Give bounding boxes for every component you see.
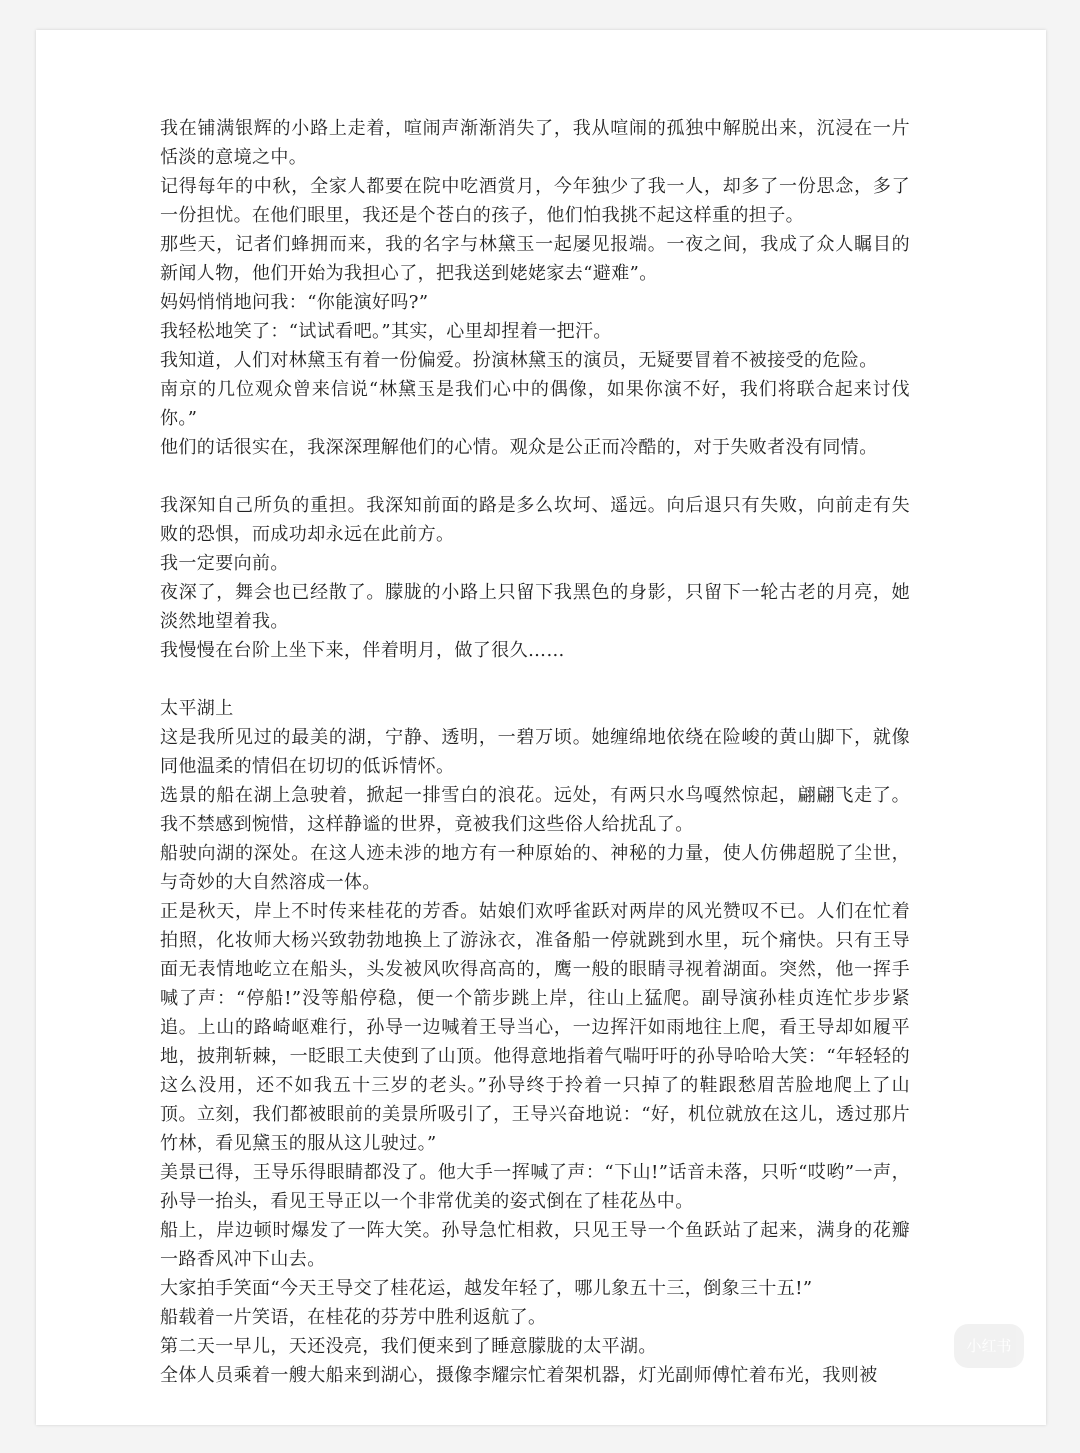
paragraph-gap [160,462,910,491]
paragraph: 我在铺满银辉的小路上走着，喧闹声渐渐消失了，我从喧闹的孤独中解脱出来，沉浸在一片恬淡的意境之中。 [160,118,910,168]
paragraph: 这是我所见过的最美的湖，宁静、透明，一碧万顷。她缠绵地依绕在险峻的黄山脚下，就像同他温柔的情侣在切切的低诉情怀。 [160,727,910,777]
paragraph: 我深知自己所负的重担。我深知前面的路是多么坎坷、遥远。向后退只有失败，向前走有失败的恐惧，而成功却永远在此前方。 [160,495,910,545]
paragraph: 那些天，记者们蜂拥而来，我的名字与林黛玉一起屡见报端。一夜之间，我成了众人瞩目的新闻人物，他们开始为我担心了，把我送到姥姥家去“避难”。 [160,234,910,284]
paragraph: 他们的话很实在，我深深理解他们的心情。观众是公正而冷酷的，对于失败者没有同情。 [160,437,878,458]
paragraph: 我慢慢在台阶上坐下来，伴着明月，做了很久…… [160,640,565,661]
paragraph: 我一定要向前。 [160,553,289,574]
paragraph: 船载着一片笑语，在桂花的芬芳中胜利返航了。 [160,1307,547,1328]
paragraph: 我知道，人们对林黛玉有着一份偏爱。扮演林黛玉的演员，无疑要冒着不被接受的危险。 [160,350,878,371]
paragraph: 正是秋天，岸上不时传来桂花的芳香。姑娘们欢呼雀跃对两岸的风光赞叹不已。人们在忙着拍照，化妆师大杨兴致勃勃地换上了游泳衣，准备船一停就跳到水里，玩个痛快。只有王导面无表情地屹立在船头，头发被风吹得高高的，鹰一般的眼睛寻视着湖面。突然，他一挥手喊了声：“停船!”没等船停稳，便一个箭步跳上岸，往山上猛爬。副导演孙桂贞连忙步步紧追。上山的路崎岖难行，孙导一边喊着王导当心，一边挥汗如雨地往上爬，看王导却如履平地，披荆斩棘，一眨眼工夫使到了山顶。他得意地指着气喘吁吁的孙导哈哈大笑：“年轻轻的这么没用，还不如我五十三岁的老头。”孙导终于拎着一只掉了的鞋跟愁眉苦脸地爬上了山顶。立刻，我们都被眼前的美景所吸引了，王导兴奋地说：“好，机位就放在这儿，透过那片竹林，看见黛玉的服从这儿驶过。” [160,901,910,1154]
watermark-logo: 小红书 [954,1324,1024,1368]
paragraph-gap [160,665,910,694]
paragraph: 美景已得，王导乐得眼睛都没了。他大手一挥喊了声：“下山!”话音未落，只听“哎哟”一声，孙导一抬头，看见王导正以一个非常优美的姿式倒在了桂花丛中。 [160,1162,910,1212]
paragraph: 大家拍手笑面“今天王导交了桂花运，越发年轻了，哪儿象五十三，倒象三十五!” [160,1278,813,1299]
paragraph: 我轻松地笑了：“试试看吧。”其实，心里却捏着一把汗。 [160,321,612,342]
paragraph: 夜深了，舞会也已经散了。朦胧的小路上只留下我黑色的身影，只留下一轮古老的月亮，她淡然地望着我。 [160,582,910,632]
paragraph: 全体人员乘着一艘大船来到湖心，摄像李耀宗忙着架机器，灯光副师傅忙着布光，我则被 [160,1365,878,1386]
paragraph: 船驶向湖的深处。在这人迹未涉的地方有一种原始的、神秘的力量，使人仿佛超脱了尘世，与奇妙的大自然溶成一体。 [160,843,910,893]
section-heading: 太平湖上 [160,698,234,719]
paragraph: 第二天一早儿，天还没亮，我们便来到了睡意朦胧的太平湖。 [160,1336,657,1357]
document-page [36,30,1046,1425]
paragraph: 船上，岸边顿时爆发了一阵大笑。孙导急忙相救，只见王导一个鱼跃站了起来，满身的花瓣一路香风冲下山去。 [160,1220,910,1270]
document-body [160,114,910,1390]
paragraph: 南京的几位观众曾来信说“林黛玉是我们心中的偶像，如果你演不好，我们将联合起来讨伐你。” [160,379,910,429]
paragraph: 选景的船在湖上急驶着，掀起一排雪白的浪花。远处，有两只水鸟嘎然惊起，翩翩飞走了。我不禁感到惋惜，这样静谧的世界，竟被我们这些俗人给扰乱了。 [160,785,910,835]
paragraph: 妈妈悄悄地问我：“你能演好吗?” [160,292,429,313]
paragraph: 记得每年的中秋，全家人都要在院中吃酒赏月，今年独少了我一人，却多了一份思念，多了一份担忧。在他们眼里，我还是个苍白的孩子，他们怕我挑不起这样重的担子。 [160,176,910,226]
